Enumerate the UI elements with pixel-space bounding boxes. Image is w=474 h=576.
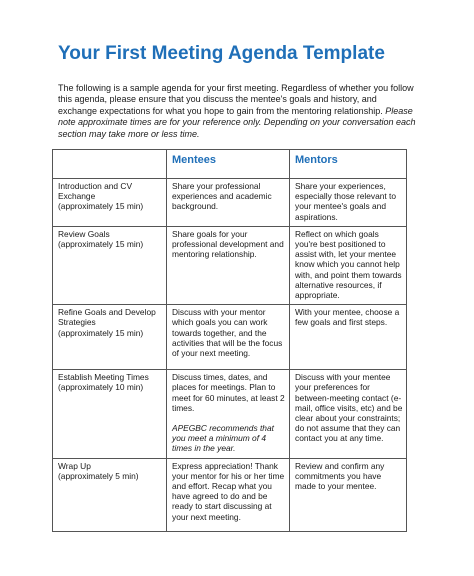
- mentees-cell: Share goals for your professional development and mentoring relationship.: [167, 226, 290, 304]
- intro-paragraph: [58, 83, 418, 140]
- topic-title: Establish Meeting Times: [58, 372, 149, 383]
- agenda-table: [52, 149, 407, 532]
- topic-time: (approximately 15 min): [58, 239, 144, 250]
- topic-title: Wrap Up: [58, 460, 91, 471]
- topic-title: Introduction and CV Exchange: [58, 181, 133, 202]
- topic-time: (approximately 5 min): [58, 470, 139, 481]
- topic-time: (approximately 15 min): [58, 327, 144, 338]
- page-title: Your First Meeting Agenda Template: [58, 43, 385, 64]
- topic-cell: [53, 370, 167, 458]
- topic-time: (approximately 15 min): [58, 201, 144, 212]
- mentors-cell: Discuss with your mentee your preferences for between-meeting contact (e-mail, office visits, etc) and be clear about your constraints; do not assume that they can contact you at any time.: [290, 370, 407, 458]
- mentees-cell: Discuss with your mentor which goals you can work towards together, and the activities that will be the focus of your next meeting.: [167, 305, 290, 370]
- mentors-cell: Review and confirm any commitments you have made to your mentee.: [290, 458, 407, 531]
- mentees-cell: Express appreciation! Thank your mentor for his or her time and effort. Recap what you have agreed to do and be ready to start discussing at your next meeting.: [167, 458, 290, 531]
- table-row: [53, 370, 407, 458]
- mentees-note: APEGBC recommends that you meet a minimum of 4 times in the year.: [172, 423, 274, 454]
- table-header-row: [53, 150, 407, 179]
- topic-time: (approximately 10 min): [58, 382, 144, 393]
- topic-title: Refine Goals and Develop Strategies: [58, 307, 156, 328]
- mentees-text: Discuss times, dates, and places for meetings. Plan to meet for 60 minutes, at least 2 times.: [172, 372, 285, 413]
- mentees-cell: Share your professional experiences and academic background.: [167, 179, 290, 227]
- table-row: [53, 226, 407, 304]
- intro-text: The following is a sample agenda for your first meeting. Regardless of whether you follow this agenda, please ensure that you discuss the mentee's goals and history, and exchange expectations for what you hope to gain from the mentoring relationship.: [58, 83, 414, 116]
- topic-cell: [53, 179, 167, 227]
- topic-cell: [53, 305, 167, 370]
- topic-title: Review Goals: [58, 228, 110, 239]
- table-row: [53, 458, 407, 531]
- mentors-cell: With your mentee, choose a few goals and first steps.: [290, 305, 407, 370]
- mentors-cell: Reflect on which goals you're best positioned to assist with, let your mentee know which you cannot help with, and point them towards alternative resources, if appropriate.: [290, 226, 407, 304]
- header-mentors: Mentors: [290, 150, 407, 179]
- topic-cell: [53, 458, 167, 531]
- header-topic: [53, 150, 167, 179]
- mentors-cell: Share your experiences, especially those relevant to your mentee's goals and aspirations.: [290, 179, 407, 227]
- table-row: [53, 305, 407, 370]
- topic-cell: [53, 226, 167, 304]
- mentees-cell: [167, 370, 290, 458]
- header-mentees: Mentees: [167, 150, 290, 179]
- table-row: [53, 179, 407, 227]
- intro-note: Please note approximate times are for your reference only. Depending on your conversation each section may take more or less time.: [58, 105, 416, 139]
